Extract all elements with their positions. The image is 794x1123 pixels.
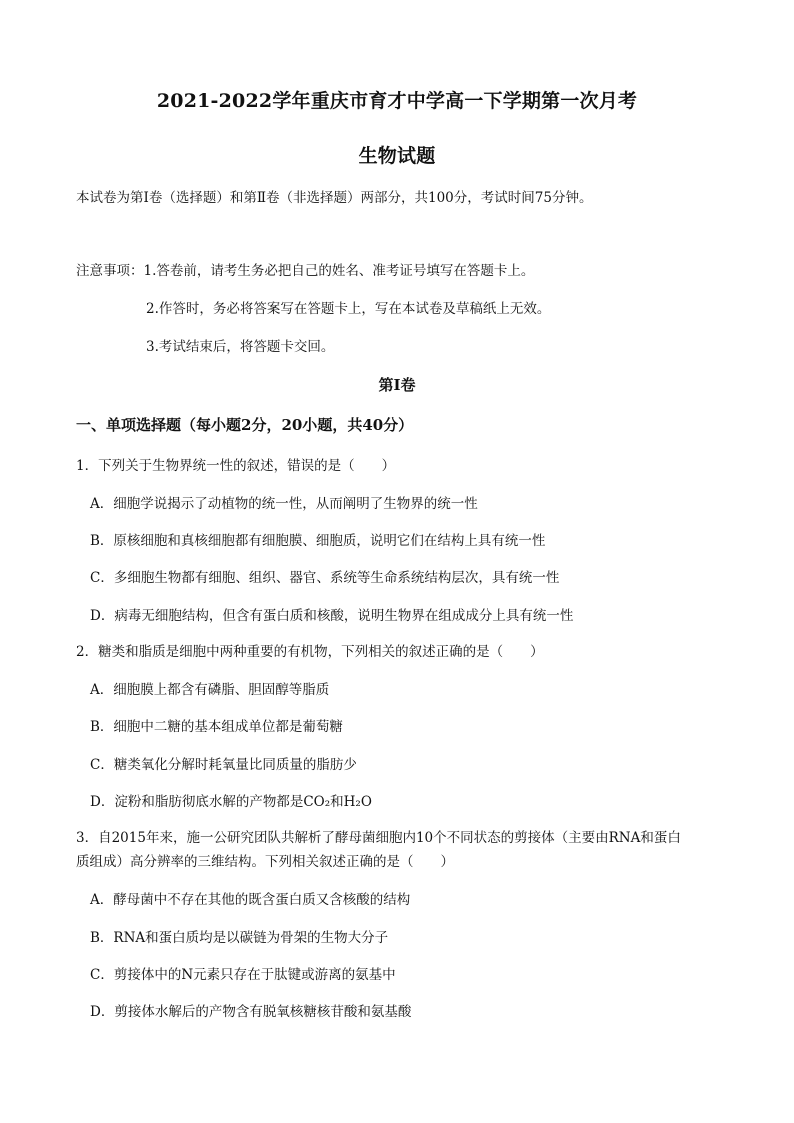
question-3-option-a: A．酵母菌中不存在其他的既含蛋白质又含核酸的结构 — [90, 892, 411, 908]
question-1-option-c: C．多细胞生物都有细胞、组织、器官、系统等生命系统结构层次，具有统一性 — [90, 570, 560, 586]
notice-item-1: 注意事项：1.答卷前，请考生务必把自己的姓名、准考证号填写在答题卡上。 — [76, 263, 535, 279]
question-1-option-b: B．原核细胞和真核细胞都有细胞膜、细胞质，说明它们在结构上具有统一性 — [90, 533, 546, 549]
question-3-option-d: D．剪接体水解后的产物含有脱氧核糖核苷酸和氨基酸 — [90, 1004, 412, 1020]
question-3-option-c: C．剪接体中的N元素只存在于肽键或游离的氨基中 — [90, 967, 396, 983]
exam-subtitle: 生物试题 — [358, 145, 436, 167]
exam-intro: 本试卷为第Ⅰ卷（选择题）和第Ⅱ卷（非选择题）两部分，共100分，考试时间75分钟。 — [76, 190, 593, 206]
question-1-option-a: A．细胞学说揭示了动植物的统一性，从而阐明了生物界的统一性 — [90, 496, 478, 512]
part-label: 第Ⅰ卷 — [378, 376, 416, 394]
exam-title: 2021-2022学年重庆市育才中学高一下学期第一次月考 — [156, 90, 638, 112]
question-3-stem-line-1: 3．自2015年来，施一公研究团队共解析了酵母菌细胞内10个不同状态的剪接体（主要由RNA和蛋白 — [76, 830, 681, 846]
question-2-option-c: C．糖类氧化分解时耗氧量比同质量的脂肪少 — [90, 757, 357, 773]
question-2-option-a: A．细胞膜上都含有磷脂、胆固醇等脂质 — [90, 682, 330, 698]
question-2-option-b: B．细胞中二糖的基本组成单位都是葡萄糖 — [90, 719, 343, 735]
notice-item-3: 3.考试结束后，将答题卡交回。 — [146, 339, 335, 355]
notice-item-2: 2.作答时，务必将答案写在答题卡上，写在本试卷及草稿纸上无效。 — [146, 301, 551, 317]
question-1-stem: 1．下列关于生物界统一性的叙述，错误的是（ ） — [76, 458, 396, 474]
question-2-option-d: D．淀粉和脂肪彻底水解的产物都是CO₂和H₂O — [90, 794, 372, 810]
question-1-option-d: D．病毒无细胞结构，但含有蛋白质和核酸，说明生物界在组成成分上具有统一性 — [90, 608, 574, 624]
question-2-stem: 2．糖类和脂质是细胞中两种重要的有机物，下列相关的叙述正确的是（ ） — [76, 644, 544, 660]
question-3-stem-line-2: 质组成）高分辨率的三维结构。下列相关叙述正确的是（ ） — [76, 854, 454, 870]
section-heading: 一、单项选择题（每小题2分，20小题，共40分） — [76, 416, 414, 434]
question-3-option-b: B．RNA和蛋白质均是以碳链为骨架的生物大分子 — [90, 930, 389, 946]
